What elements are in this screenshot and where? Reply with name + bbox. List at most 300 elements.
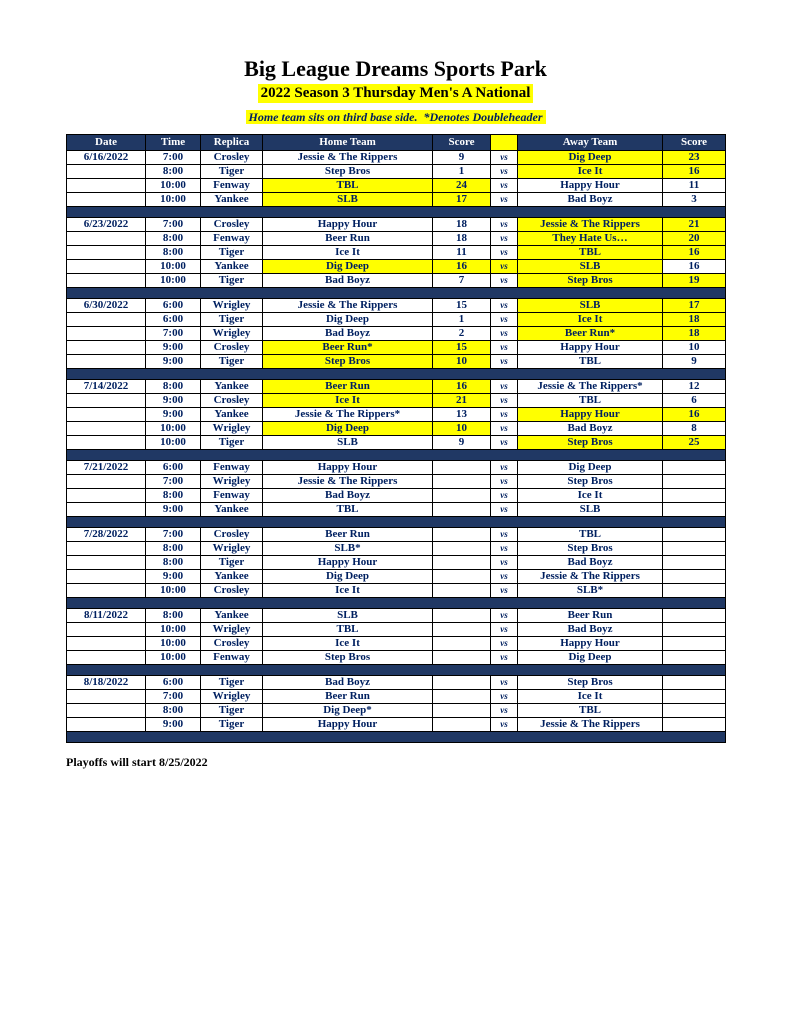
game-row (67, 273, 726, 287)
replica-cell: Fenway (201, 488, 263, 502)
away-score-cell: 17 (663, 298, 726, 312)
date-cell (67, 555, 146, 569)
away-team-cell: Jessie & The Rippers (518, 217, 663, 231)
home-team-cell: Happy Hour (263, 717, 433, 731)
replica-cell: Wrigley (201, 622, 263, 636)
vs-cell: vs (491, 569, 518, 583)
home-team-cell: SLB (263, 435, 433, 449)
time-cell: 7:00 (146, 150, 201, 164)
vs-cell: vs (491, 326, 518, 340)
home-team-cell: Jessie & The Rippers (263, 298, 433, 312)
header-vs (491, 134, 518, 150)
time-cell: 7:00 (146, 474, 201, 488)
vs-cell: vs (491, 555, 518, 569)
away-team-cell: TBL (518, 393, 663, 407)
vs-cell: vs (491, 703, 518, 717)
date-cell (67, 622, 146, 636)
time-cell: 10:00 (146, 435, 201, 449)
vs-cell: vs (491, 407, 518, 421)
replica-cell: Yankee (201, 379, 263, 393)
vs-cell: vs (491, 259, 518, 273)
vs-cell: vs (491, 354, 518, 368)
replica-cell: Wrigley (201, 298, 263, 312)
time-cell: 10:00 (146, 178, 201, 192)
page-title: Big League Dreams Sports Park (244, 56, 547, 81)
away-score-cell: 16 (663, 407, 726, 421)
replica-cell: Crosley (201, 340, 263, 354)
home-team-cell: Beer Run (263, 379, 433, 393)
home-score-cell: 9 (433, 435, 491, 449)
date-cell (67, 273, 146, 287)
away-score-cell: 20 (663, 231, 726, 245)
game-row (67, 298, 726, 312)
away-team-cell: SLB* (518, 583, 663, 597)
time-cell: 8:00 (146, 488, 201, 502)
game-row (67, 636, 726, 650)
group-separator-bar (67, 664, 726, 675)
away-score-cell (663, 608, 726, 622)
replica-cell: Yankee (201, 569, 263, 583)
home-team-cell: Beer Run* (263, 340, 433, 354)
home-score-cell (433, 569, 491, 583)
date-cell (67, 326, 146, 340)
time-cell: 6:00 (146, 312, 201, 326)
date-cell (67, 407, 146, 421)
time-cell: 9:00 (146, 502, 201, 516)
away-score-cell: 16 (663, 164, 726, 178)
away-team-cell: Ice It (518, 689, 663, 703)
replica-cell: Tiger (201, 354, 263, 368)
time-cell: 10:00 (146, 622, 201, 636)
replica-cell: Wrigley (201, 421, 263, 435)
game-row (67, 502, 726, 516)
time-cell: 8:00 (146, 555, 201, 569)
header-home-score: Score (433, 134, 491, 150)
replica-cell: Crosley (201, 527, 263, 541)
home-score-cell (433, 488, 491, 502)
away-team-cell: Happy Hour (518, 407, 663, 421)
away-team-cell: Ice It (518, 488, 663, 502)
home-score-cell: 15 (433, 340, 491, 354)
away-team-cell: TBL (518, 527, 663, 541)
home-team-cell: Bad Boyz (263, 273, 433, 287)
date-cell (67, 164, 146, 178)
vs-cell: vs (491, 312, 518, 326)
home-score-cell (433, 636, 491, 650)
away-team-cell: Dig Deep (518, 460, 663, 474)
away-score-cell (663, 502, 726, 516)
replica-cell: Tiger (201, 717, 263, 731)
time-cell: 10:00 (146, 636, 201, 650)
away-team-cell: Bad Boyz (518, 421, 663, 435)
away-team-cell: Happy Hour (518, 178, 663, 192)
time-cell: 6:00 (146, 675, 201, 689)
replica-cell: Tiger (201, 703, 263, 717)
home-score-cell: 15 (433, 298, 491, 312)
away-team-cell: Step Bros (518, 541, 663, 555)
home-score-cell: 16 (433, 259, 491, 273)
home-score-cell (433, 675, 491, 689)
date-cell (67, 421, 146, 435)
home-score-cell (433, 502, 491, 516)
game-row (67, 192, 726, 206)
date-cell (67, 583, 146, 597)
home-score-cell (433, 527, 491, 541)
time-cell: 10:00 (146, 421, 201, 435)
away-score-cell: 16 (663, 245, 726, 259)
home-team-cell: Happy Hour (263, 217, 433, 231)
time-cell: 8:00 (146, 608, 201, 622)
header-date: Date (67, 134, 146, 150)
home-team-cell: Bad Boyz (263, 326, 433, 340)
vs-cell: vs (491, 675, 518, 689)
away-team-cell: Step Bros (518, 435, 663, 449)
away-team-cell: SLB (518, 298, 663, 312)
home-team-cell: SLB (263, 608, 433, 622)
away-team-cell: TBL (518, 703, 663, 717)
date-cell: 7/21/2022 (67, 460, 146, 474)
home-score-cell: 17 (433, 192, 491, 206)
home-score-cell (433, 541, 491, 555)
away-team-cell: Jessie & The Rippers (518, 569, 663, 583)
game-row (67, 340, 726, 354)
date-cell (67, 340, 146, 354)
replica-cell: Tiger (201, 245, 263, 259)
game-row (67, 164, 726, 178)
vs-cell: vs (491, 541, 518, 555)
game-row (67, 435, 726, 449)
schedule-table (66, 134, 726, 743)
time-cell: 9:00 (146, 393, 201, 407)
replica-cell: Tiger (201, 675, 263, 689)
date-cell: 6/16/2022 (67, 150, 146, 164)
game-row (67, 217, 726, 231)
game-row (67, 393, 726, 407)
replica-cell: Wrigley (201, 689, 263, 703)
game-row (67, 608, 726, 622)
vs-cell: vs (491, 150, 518, 164)
group-separator-row (67, 368, 726, 379)
away-score-cell (663, 488, 726, 502)
away-score-cell: 12 (663, 379, 726, 393)
vs-cell: vs (491, 460, 518, 474)
away-team-cell: Step Bros (518, 675, 663, 689)
vs-cell: vs (491, 474, 518, 488)
playoffs-note: Playoffs will start 8/25/2022 (66, 754, 208, 769)
game-row (67, 703, 726, 717)
time-cell: 10:00 (146, 273, 201, 287)
date-cell (67, 502, 146, 516)
game-row (67, 259, 726, 273)
away-score-cell: 11 (663, 178, 726, 192)
date-cell (67, 259, 146, 273)
away-score-cell: 19 (663, 273, 726, 287)
away-score-cell (663, 703, 726, 717)
away-team-cell: TBL (518, 245, 663, 259)
replica-cell: Fenway (201, 231, 263, 245)
away-score-cell: 3 (663, 192, 726, 206)
vs-cell: vs (491, 622, 518, 636)
away-score-cell (663, 569, 726, 583)
date-cell (67, 393, 146, 407)
date-cell: 8/18/2022 (67, 675, 146, 689)
group-separator-row (67, 206, 726, 217)
group-separator-bar (67, 731, 726, 742)
home-team-cell: Beer Run (263, 231, 433, 245)
game-row (67, 407, 726, 421)
home-team-cell: Dig Deep (263, 312, 433, 326)
vs-cell: vs (491, 527, 518, 541)
group-separator-row (67, 287, 726, 298)
vs-cell: vs (491, 217, 518, 231)
away-team-cell: Happy Hour (518, 636, 663, 650)
away-team-cell: Ice It (518, 312, 663, 326)
date-cell (67, 354, 146, 368)
game-row (67, 178, 726, 192)
date-cell: 7/28/2022 (67, 527, 146, 541)
time-cell: 6:00 (146, 460, 201, 474)
home-score-cell (433, 689, 491, 703)
time-cell: 9:00 (146, 354, 201, 368)
away-score-cell (663, 717, 726, 731)
vs-cell: vs (491, 608, 518, 622)
date-cell (67, 474, 146, 488)
time-cell: 8:00 (146, 703, 201, 717)
replica-cell: Tiger (201, 435, 263, 449)
home-team-cell: Ice It (263, 245, 433, 259)
table-header-row (67, 134, 726, 150)
time-cell: 9:00 (146, 340, 201, 354)
date-cell (67, 192, 146, 206)
replica-cell: Wrigley (201, 541, 263, 555)
vs-cell: vs (491, 650, 518, 664)
home-team-cell: Ice It (263, 636, 433, 650)
vs-cell: vs (491, 379, 518, 393)
date-cell (67, 703, 146, 717)
home-score-cell: 21 (433, 393, 491, 407)
away-team-cell: Step Bros (518, 273, 663, 287)
home-team-note: Home team sits on third base side. *Denotes Doubleheader (246, 110, 546, 124)
group-separator-bar (67, 206, 726, 217)
away-team-cell: Bad Boyz (518, 555, 663, 569)
away-score-cell (663, 474, 726, 488)
time-cell: 8:00 (146, 164, 201, 178)
away-team-cell: Jessie & The Rippers (518, 717, 663, 731)
away-score-cell: 18 (663, 312, 726, 326)
time-cell: 10:00 (146, 583, 201, 597)
time-cell: 8:00 (146, 245, 201, 259)
vs-cell: vs (491, 231, 518, 245)
schedule-table-body (67, 150, 726, 742)
away-team-cell: Happy Hour (518, 340, 663, 354)
time-cell: 8:00 (146, 379, 201, 393)
away-team-cell: Bad Boyz (518, 622, 663, 636)
date-cell (67, 541, 146, 555)
vs-cell: vs (491, 178, 518, 192)
game-row (67, 379, 726, 393)
home-team-cell: Dig Deep (263, 569, 433, 583)
vs-cell: vs (491, 340, 518, 354)
home-team-cell: SLB* (263, 541, 433, 555)
time-cell: 7:00 (146, 217, 201, 231)
time-cell: 7:00 (146, 689, 201, 703)
header-away-team: Away Team (518, 134, 663, 150)
replica-cell: Yankee (201, 192, 263, 206)
away-score-cell (663, 689, 726, 703)
game-row (67, 354, 726, 368)
replica-cell: Crosley (201, 583, 263, 597)
date-cell: 6/30/2022 (67, 298, 146, 312)
away-score-cell: 10 (663, 340, 726, 354)
replica-cell: Yankee (201, 502, 263, 516)
vs-cell: vs (491, 421, 518, 435)
date-cell (67, 435, 146, 449)
date-cell: 6/23/2022 (67, 217, 146, 231)
group-separator-row (67, 597, 726, 608)
time-cell: 10:00 (146, 650, 201, 664)
replica-cell: Fenway (201, 650, 263, 664)
away-team-cell: SLB (518, 259, 663, 273)
away-team-cell: SLB (518, 502, 663, 516)
home-team-cell: Step Bros (263, 354, 433, 368)
home-score-cell: 10 (433, 421, 491, 435)
time-cell: 7:00 (146, 527, 201, 541)
vs-cell: vs (491, 488, 518, 502)
away-team-cell: Bad Boyz (518, 192, 663, 206)
time-cell: 8:00 (146, 231, 201, 245)
replica-cell: Wrigley (201, 474, 263, 488)
home-team-cell: Step Bros (263, 164, 433, 178)
time-cell: 9:00 (146, 717, 201, 731)
away-score-cell (663, 675, 726, 689)
home-score-cell: 18 (433, 231, 491, 245)
away-score-cell: 16 (663, 259, 726, 273)
away-score-cell (663, 541, 726, 555)
group-separator-row (67, 449, 726, 460)
home-score-cell (433, 460, 491, 474)
home-score-cell: 1 (433, 164, 491, 178)
home-team-cell: Ice It (263, 393, 433, 407)
replica-cell: Crosley (201, 150, 263, 164)
header-away-score: Score (663, 134, 726, 150)
vs-cell: vs (491, 298, 518, 312)
away-score-cell: 21 (663, 217, 726, 231)
home-team-cell: Happy Hour (263, 555, 433, 569)
replica-cell: Tiger (201, 273, 263, 287)
game-row (67, 569, 726, 583)
date-cell: 8/11/2022 (67, 608, 146, 622)
away-score-cell: 23 (663, 150, 726, 164)
date-cell (67, 231, 146, 245)
replica-cell: Wrigley (201, 326, 263, 340)
group-separator-bar (67, 449, 726, 460)
vs-cell: vs (491, 245, 518, 259)
away-score-cell (663, 622, 726, 636)
replica-cell: Crosley (201, 636, 263, 650)
away-score-cell: 9 (663, 354, 726, 368)
home-team-cell: Jessie & The Rippers (263, 474, 433, 488)
game-row (67, 326, 726, 340)
game-row (67, 650, 726, 664)
home-team-cell: Happy Hour (263, 460, 433, 474)
away-team-cell: Ice It (518, 164, 663, 178)
date-cell (67, 569, 146, 583)
vs-cell: vs (491, 192, 518, 206)
home-team-cell: Dig Deep (263, 421, 433, 435)
vs-cell: vs (491, 583, 518, 597)
home-score-cell: 18 (433, 217, 491, 231)
time-cell: 8:00 (146, 541, 201, 555)
replica-cell: Tiger (201, 555, 263, 569)
home-team-cell: Jessie & The Rippers* (263, 407, 433, 421)
vs-cell: vs (491, 435, 518, 449)
away-score-cell (663, 555, 726, 569)
date-cell (67, 488, 146, 502)
group-separator-row (67, 664, 726, 675)
replica-cell: Yankee (201, 608, 263, 622)
home-score-cell: 16 (433, 379, 491, 393)
game-row (67, 622, 726, 636)
away-score-cell: 25 (663, 435, 726, 449)
home-team-cell: Ice It (263, 583, 433, 597)
replica-cell: Crosley (201, 393, 263, 407)
date-cell (67, 178, 146, 192)
time-cell: 7:00 (146, 326, 201, 340)
game-row (67, 675, 726, 689)
replica-cell: Crosley (201, 217, 263, 231)
away-team-cell: Jessie & The Rippers* (518, 379, 663, 393)
group-separator-bar (67, 516, 726, 527)
home-team-cell: Step Bros (263, 650, 433, 664)
replica-cell: Tiger (201, 164, 263, 178)
game-row (67, 460, 726, 474)
game-row (67, 583, 726, 597)
away-score-cell (663, 460, 726, 474)
replica-cell: Tiger (201, 312, 263, 326)
home-team-cell: Beer Run (263, 527, 433, 541)
date-cell (67, 717, 146, 731)
vs-cell: vs (491, 636, 518, 650)
date-cell: 7/14/2022 (67, 379, 146, 393)
home-team-cell: TBL (263, 178, 433, 192)
away-team-cell: Dig Deep (518, 150, 663, 164)
away-team-cell: They Hate Us… (518, 231, 663, 245)
group-separator-row (67, 516, 726, 527)
time-cell: 6:00 (146, 298, 201, 312)
home-team-cell: Beer Run (263, 689, 433, 703)
home-score-cell: 10 (433, 354, 491, 368)
group-separator-bar (67, 597, 726, 608)
away-score-cell (663, 583, 726, 597)
vs-cell: vs (491, 393, 518, 407)
away-score-cell: 18 (663, 326, 726, 340)
away-team-cell: Dig Deep (518, 650, 663, 664)
header-home-team: Home Team (263, 134, 433, 150)
home-score-cell: 9 (433, 150, 491, 164)
home-score-cell: 24 (433, 178, 491, 192)
vs-cell: vs (491, 717, 518, 731)
vs-cell: vs (491, 502, 518, 516)
home-score-cell (433, 608, 491, 622)
time-cell: 9:00 (146, 407, 201, 421)
home-score-cell: 13 (433, 407, 491, 421)
away-team-cell: Step Bros (518, 474, 663, 488)
home-team-cell: TBL (263, 622, 433, 636)
group-separator-bar (67, 368, 726, 379)
game-row (67, 555, 726, 569)
home-team-cell: SLB (263, 192, 433, 206)
home-team-cell: Jessie & The Rippers (263, 150, 433, 164)
